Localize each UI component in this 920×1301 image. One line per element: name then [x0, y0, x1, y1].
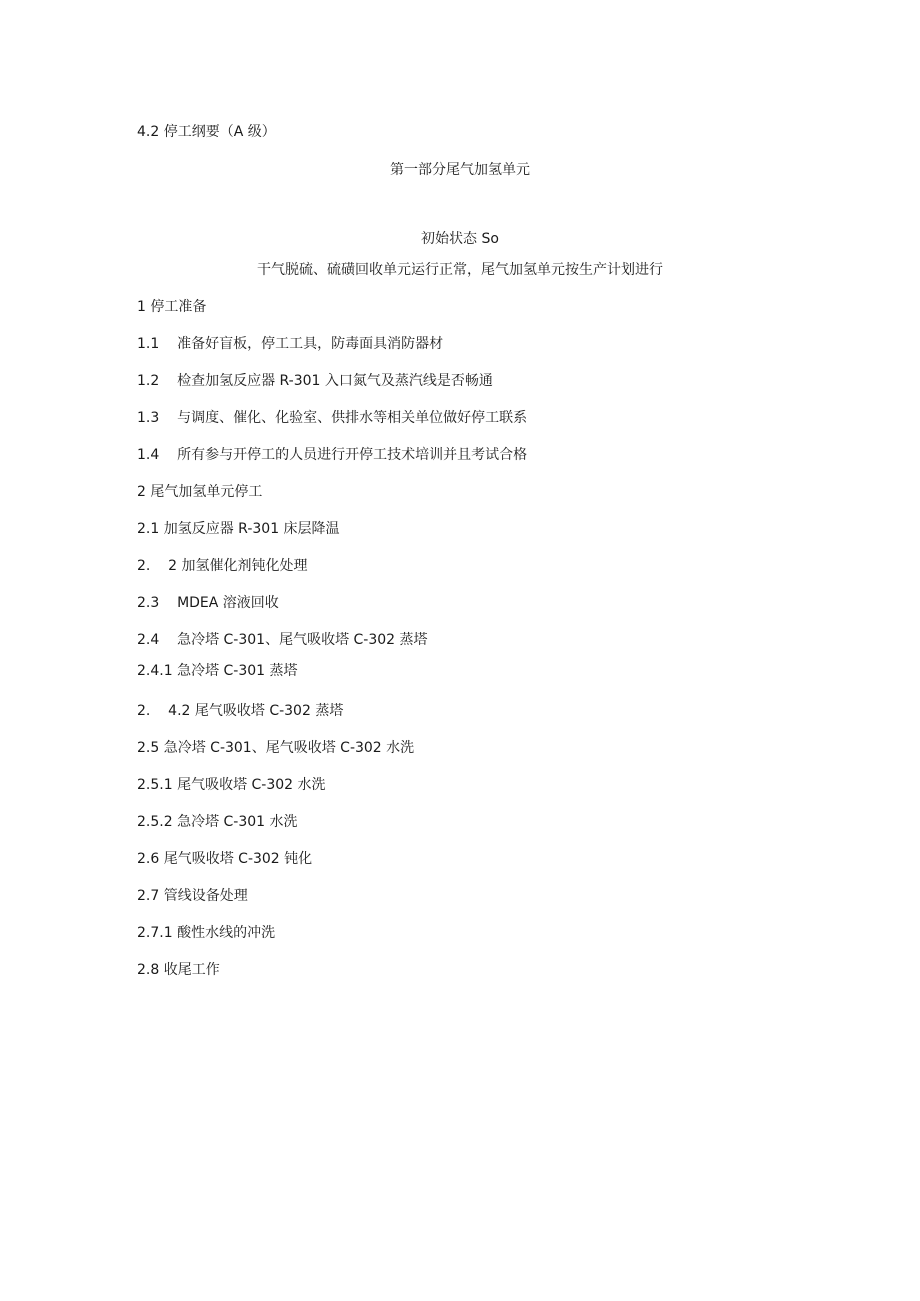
initial-state-title: 初始状态 So	[421, 231, 499, 247]
section-heading: 4.2 停工纲要（A 级）	[137, 124, 276, 140]
list-item: 1.1 准备好盲板，停工工具，防毒面具消防器材	[137, 336, 444, 352]
list-item: 2. 2 加氢催化剂钝化处理	[137, 558, 308, 574]
list-item: 1 停工准备	[137, 299, 207, 315]
part-title: 第一部分尾气加氢单元	[390, 162, 530, 178]
list-item: 2.5.2 急冷塔 C-301 水洗	[137, 814, 298, 830]
list-item: 1.4 所有参与开停工的人员进行开停工技术培训并且考试合格	[137, 447, 528, 463]
list-item: 2.1 加氢反应器 R-301 床层降温	[137, 521, 340, 537]
list-item: 1.2 检查加氢反应器 R-301 入口氮气及蒸汽线是否畅通	[137, 373, 493, 389]
list-item: 2.8 收尾工作	[137, 962, 220, 978]
list-item: 2 尾气加氢单元停工	[137, 484, 263, 500]
initial-state-description: 干气脱硫、硫磺回收单元运行正常，尾气加氢单元按生产计划进行	[257, 262, 663, 278]
list-item: 2.6 尾气吸收塔 C-302 钝化	[137, 851, 313, 867]
list-item: 2.4 急冷塔 C-301、尾气吸收塔 C-302 蒸塔	[137, 632, 428, 648]
list-item: 2.5.1 尾气吸收塔 C-302 水洗	[137, 777, 326, 793]
list-item: 2. 4.2 尾气吸收塔 C-302 蒸塔	[137, 703, 344, 719]
list-item: 2.7 管线设备处理	[137, 888, 248, 904]
list-item: 2.3 MDEA 溶液回收	[137, 595, 279, 611]
list-item: 2.7.1 酸性水线的冲洗	[137, 925, 276, 941]
list-item: 2.5 急冷塔 C-301、尾气吸收塔 C-302 水洗	[137, 740, 415, 756]
list-item: 2.4.1 急冷塔 C-301 蒸塔	[137, 663, 298, 679]
list-item: 1.3 与调度、催化、化验室、供排水等相关单位做好停工联系	[137, 410, 528, 426]
